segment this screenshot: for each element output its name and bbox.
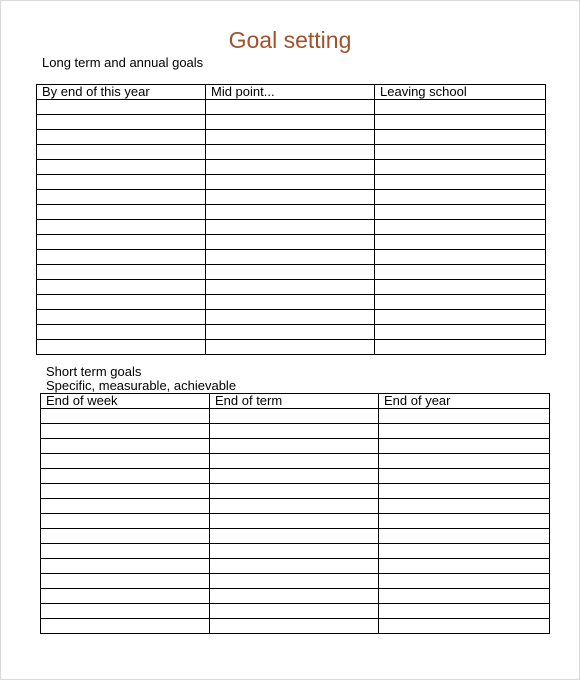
long-term-cell[interactable] [375, 295, 546, 310]
short-term-row [41, 559, 550, 574]
long-term-cell[interactable] [375, 265, 546, 280]
long-term-cell[interactable] [375, 115, 546, 130]
short-term-row [41, 499, 550, 514]
column-header-end-of-year: End of year [379, 394, 550, 409]
long-term-cell[interactable] [37, 325, 206, 340]
long-term-cell[interactable] [37, 130, 206, 145]
short-term-cell[interactable] [379, 529, 550, 544]
short-term-cell[interactable] [379, 499, 550, 514]
long-term-cell[interactable] [375, 190, 546, 205]
long-term-row [37, 160, 546, 175]
long-term-cell[interactable] [37, 190, 206, 205]
long-term-cell[interactable] [375, 235, 546, 250]
long-term-cell[interactable] [37, 115, 206, 130]
short-term-cell[interactable] [379, 574, 550, 589]
long-term-cell[interactable] [206, 250, 375, 265]
long-term-row [37, 145, 546, 160]
long-term-cell[interactable] [375, 100, 546, 115]
short-term-cell[interactable] [379, 409, 550, 424]
long-term-cell[interactable] [37, 265, 206, 280]
long-term-row [37, 280, 546, 295]
short-term-cell[interactable] [41, 574, 210, 589]
short-term-cell[interactable] [379, 544, 550, 559]
short-term-cell[interactable] [210, 529, 379, 544]
column-header-by-end-of-this-year: By end of this year [37, 85, 206, 100]
short-term-cell[interactable] [379, 469, 550, 484]
long-term-cell[interactable] [37, 160, 206, 175]
page-title: Goal setting [228, 27, 352, 53]
long-term-cell[interactable] [206, 100, 375, 115]
short-term-row [41, 409, 550, 424]
short-term-cell[interactable] [41, 544, 210, 559]
long-term-cell[interactable] [375, 175, 546, 190]
short-term-cell[interactable] [41, 499, 210, 514]
long-term-cell[interactable] [37, 250, 206, 265]
long-term-row [37, 265, 546, 280]
long-term-row [37, 130, 546, 145]
long-term-cell[interactable] [37, 100, 206, 115]
short-term-row [41, 604, 550, 619]
short-term-cell[interactable] [41, 589, 210, 604]
short-term-cell[interactable] [41, 604, 210, 619]
long-term-cell[interactable] [206, 295, 375, 310]
long-term-cell[interactable] [375, 220, 546, 235]
long-term-row [37, 325, 546, 340]
short-term-row [41, 469, 550, 484]
short-term-row [41, 529, 550, 544]
short-term-cell[interactable] [210, 589, 379, 604]
short-term-row [41, 544, 550, 559]
short-term-row [41, 589, 550, 604]
long-term-cell[interactable] [206, 160, 375, 175]
short-term-label: Short term goals [46, 364, 142, 379]
column-header-end-of-term: End of term [210, 394, 379, 409]
long-term-cell[interactable] [375, 145, 546, 160]
short-term-row [41, 484, 550, 499]
long-term-cell[interactable] [375, 130, 546, 145]
column-header-mid-point: Mid point... [206, 85, 375, 100]
short-term-cell[interactable] [210, 514, 379, 529]
short-term-row [41, 619, 550, 634]
short-term-cell[interactable] [41, 409, 210, 424]
long-term-row [37, 235, 546, 250]
short-term-cell[interactable] [41, 424, 210, 439]
column-header-leaving-school: Leaving school [375, 85, 546, 100]
long-term-cell[interactable] [206, 115, 375, 130]
long-term-cell[interactable] [206, 205, 375, 220]
long-term-cell[interactable] [206, 325, 375, 340]
short-term-cell[interactable] [379, 619, 550, 634]
long-term-label: Long term and annual goals [42, 55, 204, 70]
short-term-cell[interactable] [210, 559, 379, 574]
long-term-row [37, 100, 546, 115]
short-term-row [41, 574, 550, 589]
short-term-cell[interactable] [379, 604, 550, 619]
long-term-cell[interactable] [375, 205, 546, 220]
long-term-cell[interactable] [37, 295, 206, 310]
long-term-cell[interactable] [206, 190, 375, 205]
long-term-cell[interactable] [375, 310, 546, 325]
long-term-row [37, 310, 546, 325]
short-term-cell[interactable] [210, 469, 379, 484]
short-term-cell[interactable] [210, 619, 379, 634]
long-term-header-row [37, 85, 546, 100]
long-term-cell[interactable] [375, 160, 546, 175]
short-term-cell[interactable] [210, 574, 379, 589]
long-term-row [37, 205, 546, 220]
short-term-cell[interactable] [41, 559, 210, 574]
short-term-goals-table [40, 393, 550, 634]
short-term-header-row [41, 394, 550, 409]
long-term-row [37, 115, 546, 130]
long-term-cell[interactable] [375, 325, 546, 340]
short-term-row [41, 439, 550, 454]
long-term-cell[interactable] [206, 220, 375, 235]
long-term-cell[interactable] [37, 220, 206, 235]
long-term-cell[interactable] [206, 175, 375, 190]
short-term-cell[interactable] [379, 589, 550, 604]
long-term-cell[interactable] [37, 340, 206, 355]
short-term-cell[interactable] [210, 409, 379, 424]
long-term-row [37, 340, 546, 355]
long-term-row [37, 175, 546, 190]
long-term-row [37, 295, 546, 310]
short-term-cell[interactable] [379, 439, 550, 454]
short-term-cell[interactable] [210, 499, 379, 514]
long-term-cell[interactable] [37, 310, 206, 325]
long-term-cell[interactable] [206, 145, 375, 160]
short-term-cell[interactable] [379, 424, 550, 439]
long-term-goals-table [36, 84, 546, 355]
short-term-cell[interactable] [41, 439, 210, 454]
long-term-row [37, 220, 546, 235]
long-term-cell[interactable] [206, 280, 375, 295]
long-term-row [37, 250, 546, 265]
column-header-end-of-week: End of week [41, 394, 210, 409]
long-term-cell[interactable] [375, 250, 546, 265]
short-term-sublabel: Specific, measurable, achievable [46, 378, 237, 393]
short-term-cell[interactable] [379, 559, 550, 574]
short-term-cell[interactable] [379, 454, 550, 469]
short-term-cell[interactable] [41, 529, 210, 544]
long-term-cell[interactable] [206, 130, 375, 145]
long-term-cell[interactable] [206, 340, 375, 355]
long-term-cell[interactable] [37, 280, 206, 295]
long-term-cell[interactable] [206, 235, 375, 250]
short-term-cell[interactable] [41, 454, 210, 469]
long-term-row [37, 190, 546, 205]
short-term-cell[interactable] [41, 469, 210, 484]
long-term-cell[interactable] [206, 310, 375, 325]
long-term-cell[interactable] [37, 235, 206, 250]
short-term-cell[interactable] [210, 604, 379, 619]
short-term-cell[interactable] [379, 484, 550, 499]
short-term-cell[interactable] [210, 544, 379, 559]
short-term-cell[interactable] [210, 424, 379, 439]
short-term-cell[interactable] [41, 619, 210, 634]
long-term-cell[interactable] [375, 280, 546, 295]
short-term-cell[interactable] [210, 439, 379, 454]
short-term-row [41, 424, 550, 439]
short-term-cell[interactable] [210, 484, 379, 499]
long-term-cell[interactable] [37, 145, 206, 160]
long-term-cell[interactable] [206, 265, 375, 280]
short-term-cell[interactable] [210, 454, 379, 469]
short-term-cell[interactable] [41, 484, 210, 499]
short-term-cell[interactable] [379, 514, 550, 529]
long-term-cell[interactable] [37, 175, 206, 190]
short-term-row [41, 514, 550, 529]
long-term-cell[interactable] [375, 340, 546, 355]
short-term-row [41, 454, 550, 469]
long-term-cell[interactable] [37, 205, 206, 220]
short-term-cell[interactable] [41, 514, 210, 529]
